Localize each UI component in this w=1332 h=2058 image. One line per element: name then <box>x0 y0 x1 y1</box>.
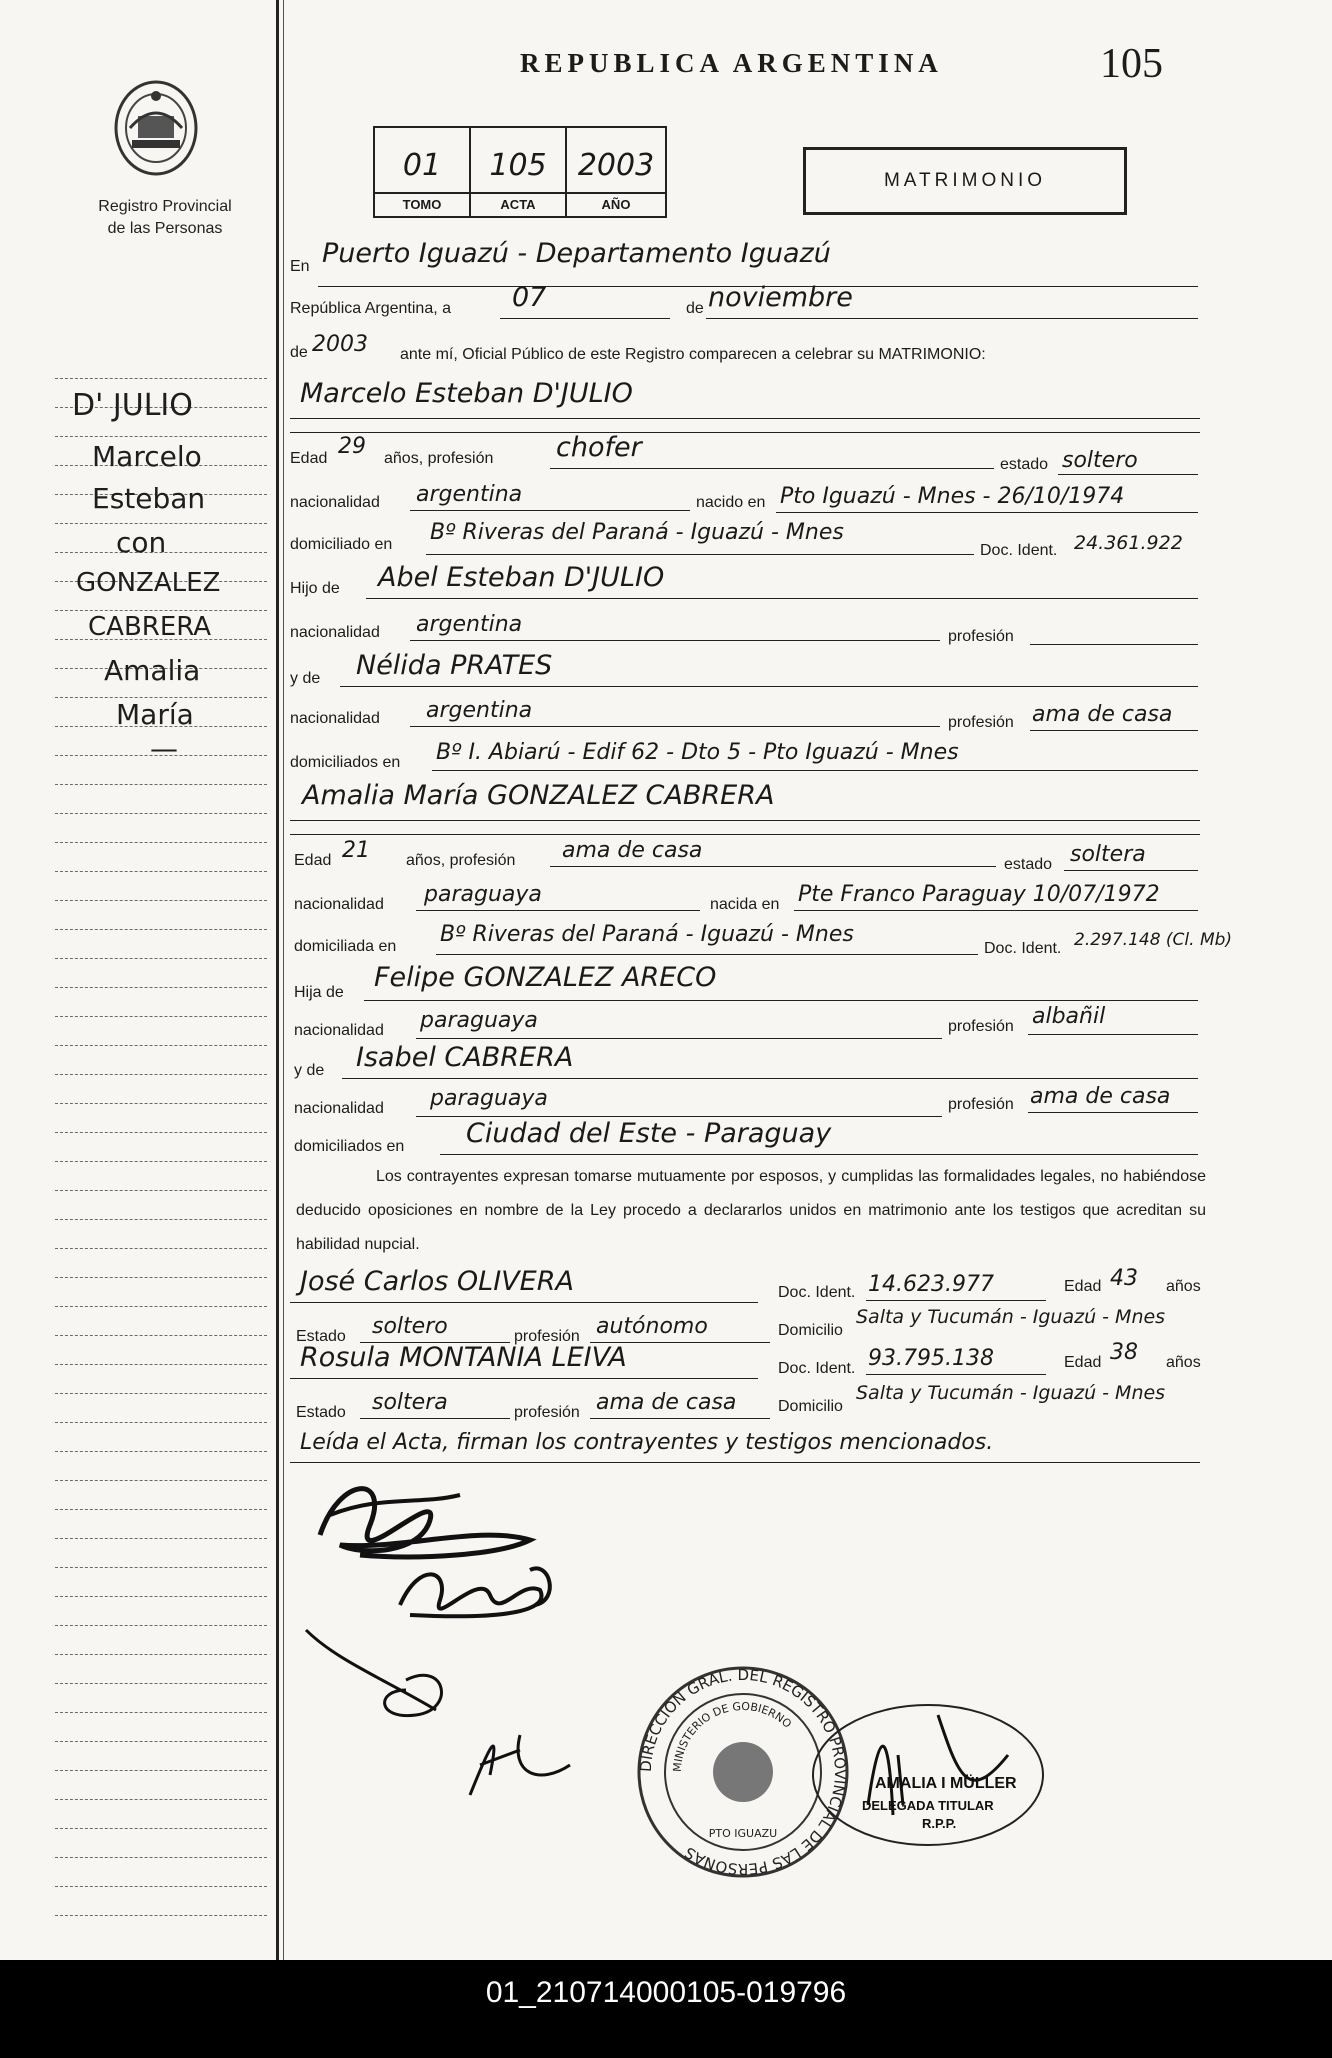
ano-cell <box>567 128 665 216</box>
bride-padres-dom: Ciudad del Este - Paraguay <box>466 1118 832 1149</box>
margin-divider-inner <box>283 0 284 1960</box>
groom-madre-line <box>340 686 1198 687</box>
margin-rule <box>55 1567 267 1568</box>
svg-text:MINISTERIO DE GOBIERNO: MINISTERIO DE GOBIERNO <box>670 1699 794 1773</box>
groom-edad-label: Edad <box>290 450 328 467</box>
bride-nacida-label: nacida en <box>710 896 780 913</box>
witness-2-estado-label: Estado <box>296 1404 346 1421</box>
svg-text:DIRECCION GRAL. DEL REGISTRO P: DIRECCION GRAL. DEL REGISTRO PROVINCIAL DE LAS PERSONAS <box>636 1665 850 1879</box>
bride-madre-line <box>342 1078 1198 1079</box>
acta-cell <box>471 128 567 216</box>
witness-2-prof: ama de casa <box>596 1390 737 1415</box>
day-value: 07 <box>512 282 547 313</box>
groom-padre-prof-line <box>1030 644 1198 645</box>
page-number: 105 <box>1100 41 1163 87</box>
margin-rule <box>55 436 267 437</box>
witness-2-signature-icon <box>450 1715 590 1805</box>
groom-nac-label: nacionalidad <box>290 494 380 511</box>
margin-rule <box>55 1219 267 1220</box>
margin-rule <box>55 523 267 524</box>
bride-madre-prof: ama de casa <box>1030 1084 1171 1109</box>
groom-padre-nac-label: nacionalidad <box>290 624 380 641</box>
office-line-2: de las Personas <box>107 220 223 237</box>
witness-1-anos-label: años <box>1166 1278 1201 1295</box>
closing-text: Leída el Acta, firman los contrayentes y testigos mencionados. <box>300 1430 994 1455</box>
witness-1-estado-label: Estado <box>296 1328 346 1345</box>
margin-rule <box>55 958 267 959</box>
witness-2-prof-label: profesión <box>514 1404 580 1421</box>
witness-2-prof-line <box>590 1418 770 1419</box>
groom-padre-prof-label: profesión <box>948 628 1014 645</box>
groom-madre-nac: argentina <box>426 698 533 723</box>
witness-1-edad: 43 <box>1110 1266 1138 1291</box>
bride-name: Amalia María GONZALEZ CABRERA <box>302 780 775 811</box>
witness-1-doc: 14.623.977 <box>868 1272 994 1297</box>
en-label: En <box>290 258 310 275</box>
witness-1-estado: soltero <box>372 1314 448 1339</box>
groom-hijo-label: Hijo de <box>290 580 340 597</box>
groom-name: Marcelo Esteban D'JULIO <box>300 378 633 409</box>
margin-rule <box>55 871 267 872</box>
bride-profesion: ama de casa <box>562 838 703 863</box>
margin-rule <box>55 1132 267 1133</box>
witness-1-name-line <box>290 1302 758 1303</box>
margin-rule <box>55 1422 267 1423</box>
margin-rule <box>55 1016 267 1017</box>
registry-box <box>373 126 667 218</box>
margin-rule <box>55 1190 267 1191</box>
witness-2-doc: 93.795.138 <box>868 1346 994 1371</box>
bride-estado-line <box>1064 870 1198 871</box>
bride-madre-prof-label: profesión <box>948 1096 1014 1113</box>
country-title: REPUBLICA ARGENTINA <box>520 48 943 78</box>
margin-divider <box>276 0 279 1960</box>
margin-rule <box>55 1799 267 1800</box>
groom-profesion-line <box>550 468 994 469</box>
act-type-box: MATRIMONIO <box>803 147 1127 215</box>
witness-1-prof-label: profesión <box>514 1328 580 1345</box>
margin-rule <box>55 1770 267 1771</box>
witness-1-dom-label: Domicilio <box>778 1322 843 1339</box>
acta-value: 105 <box>489 148 547 183</box>
margin-rule <box>55 1683 267 1684</box>
officer-title: DELEGADA TITULAR <box>862 1798 994 1813</box>
tomo-label: TOMO <box>375 192 469 216</box>
bride-edad-label: Edad <box>294 852 332 869</box>
bride-doc-label: Doc. Ident. <box>984 940 1062 957</box>
groom-nacido-label: nacido en <box>696 494 766 511</box>
margin-rule <box>55 1741 267 1742</box>
bride-hija-label: Hija de <box>294 984 344 1001</box>
place-value: Puerto Iguazú - Departamento Iguazú <box>322 238 831 269</box>
bride-padre-prof-label: profesión <box>948 1018 1014 1035</box>
bride-dom-line <box>436 954 978 955</box>
bride-doc: 2.297.148 (Cl. Mb) <box>1074 930 1233 950</box>
margin-rule <box>55 1393 267 1394</box>
bride-nac-line <box>416 910 700 911</box>
groom-estado-line <box>1058 474 1198 475</box>
bride-padres-dom-label: domiciliados en <box>294 1138 405 1155</box>
groom-madre-prof-line <box>1030 730 1198 731</box>
margin-rule <box>55 1045 267 1046</box>
margin-rule <box>55 1509 267 1510</box>
bride-nacida: Pte Franco Paraguay 10/07/1972 <box>798 882 1160 907</box>
bride-madre-nac-label: nacionalidad <box>294 1100 384 1117</box>
margin-dash: — <box>150 732 178 765</box>
groom-padres-dom-line <box>432 770 1198 771</box>
margin-rule <box>55 987 267 988</box>
month-value: noviembre <box>708 282 853 313</box>
footer-bar <box>0 1960 1332 2058</box>
margin-rule <box>55 1074 267 1075</box>
margin-rule <box>55 1277 267 1278</box>
groom-nacionalidad: argentina <box>416 482 523 507</box>
closing-line <box>290 1462 1200 1463</box>
margin-rule <box>55 1857 267 1858</box>
margin-rule <box>55 378 267 379</box>
groom-yde-label: y de <box>290 670 321 687</box>
ano-value: 2003 <box>577 148 655 183</box>
bride-madre-prof-line <box>1028 1112 1198 1113</box>
tomo-cell <box>375 128 471 216</box>
day-line <box>500 318 670 319</box>
margin-rule <box>55 610 267 611</box>
svg-text:PTO IGUAZU: PTO IGUAZU <box>708 1827 778 1840</box>
bride-estado: soltera <box>1070 842 1146 867</box>
registry-office-label <box>70 196 260 240</box>
groom-name-line-2 <box>290 432 1200 433</box>
margin-rule <box>55 1712 267 1713</box>
bride-madre: Isabel CABRERA <box>356 1042 574 1073</box>
witness-2-doc-line <box>866 1374 1046 1375</box>
margin-bride-name-2: María <box>116 698 194 731</box>
groom-nac-line <box>410 510 690 511</box>
de-label: de <box>686 300 704 317</box>
margin-bride-surname-2: CABRERA <box>88 612 212 642</box>
margin-rule <box>55 1161 267 1162</box>
margin-rule <box>55 1538 267 1539</box>
groom-madre-nac-label: nacionalidad <box>290 710 380 727</box>
margin-rule <box>55 813 267 814</box>
bride-nacionalidad: paraguaya <box>424 882 542 907</box>
witness-2-estado-line <box>360 1418 510 1419</box>
left-margin <box>0 0 276 1960</box>
groom-padre-line <box>366 598 1198 599</box>
groom-domicilio: Bº Riveras del Paraná - Iguazú - Mnes <box>430 520 844 545</box>
bride-nacida-line <box>794 910 1198 911</box>
groom-nacido: Pto Iguazú - Mnes - 26/10/1974 <box>780 484 1125 509</box>
witness-1-doc-line <box>866 1300 1046 1301</box>
bride-madre-nac-line <box>416 1116 942 1117</box>
margin-rule <box>55 1654 267 1655</box>
margin-surname: D' JULIO <box>72 388 193 423</box>
groom-padres-dom-label: domiciliados en <box>290 754 401 771</box>
margin-rule <box>55 1248 267 1249</box>
groom-profesion: chofer <box>556 432 642 463</box>
bride-padre-nac-line <box>416 1038 942 1039</box>
bride-edad: 21 <box>342 838 370 863</box>
margin-rule <box>55 1335 267 1336</box>
bride-signature-icon <box>390 1550 570 1630</box>
witness-2-estado: soltera <box>372 1390 448 1415</box>
groom-doc-label: Doc. Ident. <box>980 542 1058 559</box>
margin-rule <box>55 1451 267 1452</box>
witness-1-doc-label: Doc. Ident. <box>778 1284 856 1301</box>
margin-rule <box>55 1915 267 1916</box>
acta-label: ACTA <box>471 192 565 216</box>
officer-name: AMALIA I MÜLLER <box>875 1775 1017 1792</box>
tomo-value: 01 <box>402 148 442 183</box>
bride-padres-dom-line <box>440 1154 1198 1155</box>
witness-2-doc-label: Doc. Ident. <box>778 1360 856 1377</box>
groom-edad: 29 <box>338 434 366 459</box>
groom-padre-nac-line <box>410 640 940 641</box>
groom-estado: soltero <box>1062 448 1138 473</box>
declaration-text: Los contrayentes expresan tomarse mutuamente por esposos, y cumplidas las formalidades legales, no habiéndose deducido oposiciones en nombre de la Ley procedo a declararlos unidos en matrimonio ante los testigos que acreditan su habilidad nupcial. <box>296 1168 1206 1253</box>
groom-padres-dom: Bº I. Abiarú - Edif 62 - Dto 5 - Pto Iguazú - Mnes <box>436 740 959 765</box>
bride-yde-label: y de <box>294 1062 325 1079</box>
groom-estado-label: estado <box>1000 456 1049 473</box>
province-seal-icon <box>112 78 200 178</box>
bride-padre-nac: paraguaya <box>420 1008 538 1033</box>
margin-rule <box>55 784 267 785</box>
month-line <box>706 318 1198 319</box>
witness-1-signature-icon <box>296 1620 496 1730</box>
groom-madre-prof: ama de casa <box>1032 702 1173 727</box>
bride-padre-nac-label: nacionalidad <box>294 1022 384 1039</box>
margin-rule <box>55 1828 267 1829</box>
margin-rule <box>55 1306 267 1307</box>
witness-2-edad: 38 <box>1110 1340 1138 1365</box>
witness-2-edad-label: Edad <box>1064 1354 1102 1371</box>
margin-bride-surname-1: GONZALEZ <box>76 568 221 598</box>
margin-rule <box>55 1886 267 1887</box>
bride-estado-label: estado <box>1004 856 1053 873</box>
bride-name-line-2 <box>290 834 1200 835</box>
bride-anos-label: años, profesión <box>406 852 516 869</box>
groom-dom-label: domiciliado en <box>290 536 393 553</box>
ano-label: AÑO <box>567 192 665 216</box>
bride-nac-label: nacionalidad <box>294 896 384 913</box>
bride-dom-label: domiciliada en <box>294 938 397 955</box>
margin-rule <box>55 900 267 901</box>
witness-1-edad-label: Edad <box>1064 1278 1102 1295</box>
de2-label: de <box>290 344 308 361</box>
witness-1-prof: autónomo <box>596 1314 708 1339</box>
groom-madre-prof-label: profesión <box>948 714 1014 731</box>
margin-rule <box>55 1596 267 1597</box>
witness-2-name: Rosula MONTANIA LEIVA <box>300 1342 627 1373</box>
bride-padre-prof-line <box>1028 1034 1198 1035</box>
margin-connector: con <box>116 526 167 559</box>
groom-dom-line <box>426 554 974 555</box>
witness-1-dom: Salta y Tucumán - Iguazú - Mnes <box>856 1306 1166 1328</box>
groom-madre-nac-line <box>410 726 940 727</box>
witness-2-name-line <box>290 1378 758 1379</box>
margin-name-1: Marcelo <box>92 440 202 473</box>
witness-2-dom-label: Domicilio <box>778 1398 843 1415</box>
groom-nacido-line <box>776 512 1198 513</box>
witness-2-dom: Salta y Tucumán - Iguazú - Mnes <box>856 1382 1166 1404</box>
margin-rule <box>55 1103 267 1104</box>
bride-profesion-line <box>550 866 996 867</box>
groom-doc: 24.361.922 <box>1074 532 1183 554</box>
bride-domicilio: Bº Riveras del Paraná - Iguazú - Mnes <box>440 922 854 947</box>
margin-rule <box>55 929 267 930</box>
bride-madre-nac: paraguaya <box>430 1086 548 1111</box>
republica-label: República Argentina, a <box>290 300 451 317</box>
comparecen-text: ante mí, Oficial Público de este Registro comparecen a celebrar su MATRIMONIO: <box>400 346 986 363</box>
officer-office: R.P.P. <box>922 1816 957 1831</box>
margin-name-2: Esteban <box>92 482 206 515</box>
groom-name-line <box>290 418 1200 419</box>
margin-rule <box>55 842 267 843</box>
bride-padre-prof: albañil <box>1032 1004 1106 1029</box>
bride-padre-line <box>364 1000 1198 1001</box>
footer-document-id: 01_210714000105-019796 <box>485 1976 847 2009</box>
witness-2-anos-label: años <box>1166 1354 1201 1371</box>
witness-1-name: José Carlos OLIVERA <box>300 1266 574 1297</box>
margin-rule <box>55 1625 267 1626</box>
year-value: 2003 <box>312 332 368 357</box>
margin-rule <box>55 1364 267 1365</box>
groom-padre: Abel Esteban D'JULIO <box>378 562 665 593</box>
office-line-1: Registro Provincial <box>98 198 232 215</box>
groom-anos-label: años, profesión <box>384 450 494 467</box>
bride-padre: Felipe GONZALEZ ARECO <box>374 962 717 993</box>
groom-madre: Nélida PRATES <box>356 650 553 681</box>
margin-bride-name-1: Amalia <box>104 654 201 687</box>
margin-rule <box>55 1480 267 1481</box>
bride-name-line <box>290 820 1200 821</box>
groom-padre-nac: argentina <box>416 612 523 637</box>
